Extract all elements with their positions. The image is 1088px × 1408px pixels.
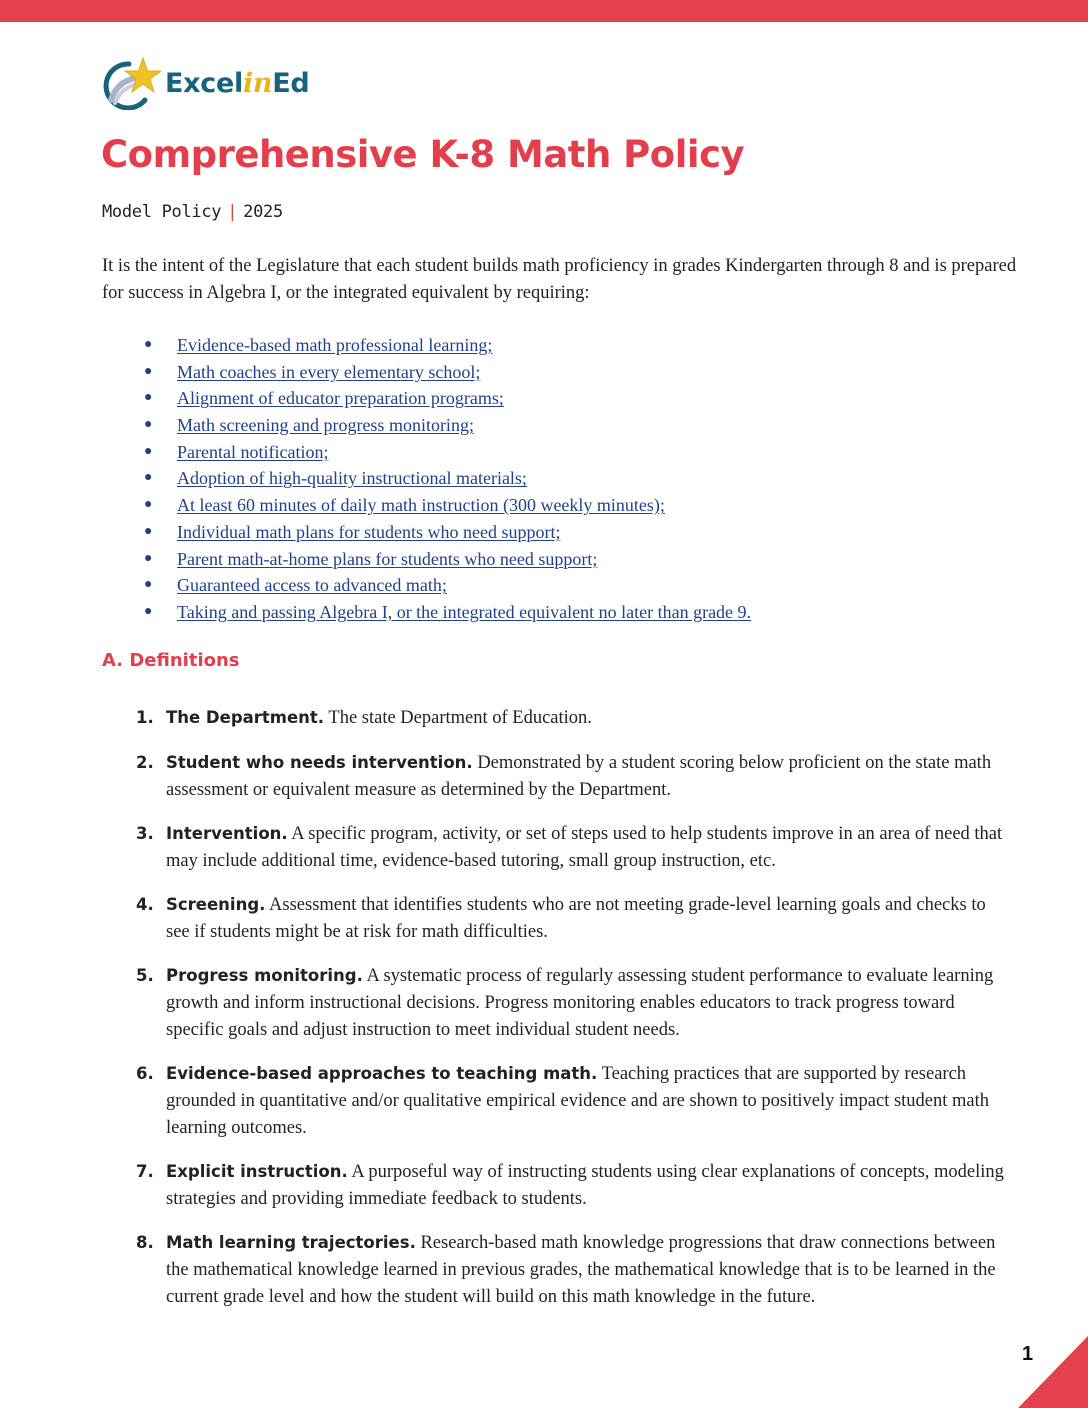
definition-item — [136, 891, 1012, 946]
intro-paragraph: It is the intent of the Legislature that each student builds math proficiency in grades Kindergarten through 8 and is prepared for success in Algebra I, or the integrated equivalent by requiring: — [102, 256, 1017, 303]
requirement-link[interactable]: Parent math-at-home plans for students who need support; — [177, 548, 598, 569]
requirement-link[interactable]: Math screening and progress monitoring; — [177, 415, 474, 436]
requirement-link[interactable]: Adoption of high-quality instructional materials; — [177, 468, 527, 489]
list-item — [142, 439, 751, 466]
definition-text: Research-based math knowledge progressions that draw connections between the mathematical knowledge learned in previous grades, the mathematical knowledge that is to be learned in the current grade level and how the student will build on this math knowledge in the future. — [166, 1233, 996, 1307]
definition-text: The state Department of Education. — [328, 708, 592, 728]
list-item — [142, 492, 751, 519]
excelined-logo — [99, 56, 309, 110]
separator: | — [227, 202, 238, 222]
definition-text: A specific program, activity, or set of steps used to help students improve in an area of need that may include additional time, evidence-based tutoring, small group instruction, etc. — [166, 824, 1003, 871]
definition-item — [136, 1229, 1012, 1311]
requirement-link[interactable]: Math coaches in every elementary school; — [177, 361, 481, 382]
page-number: 1 — [1022, 1343, 1034, 1365]
policy-year: 2025 — [243, 202, 283, 222]
top-accent-bar — [0, 0, 1088, 22]
subtitle — [102, 202, 283, 222]
definition-term: Intervention. — [166, 824, 288, 843]
definition-term: Math learning trajectories. — [166, 1233, 416, 1252]
definition-term: Explicit instruction. — [166, 1162, 348, 1181]
bullet-icon: ● — [144, 417, 153, 433]
definition-number: 6. — [136, 1064, 154, 1083]
list-item — [142, 599, 751, 626]
definition-number: 3. — [136, 824, 154, 843]
definition-text: A purposeful way of instructing students using clear explanations of concepts, modeling strategies and providing immediate feedback to students. — [166, 1162, 1004, 1209]
bullet-icon: ● — [144, 443, 153, 459]
definition-item — [136, 704, 1012, 732]
definition-text: Assessment that identifies students who are not meeting grade-level learning goals and checks to see if students might be at risk for math difficulties. — [166, 895, 986, 942]
requirement-link[interactable]: Guaranteed access to advanced math; — [177, 575, 447, 596]
requirement-link[interactable]: Alignment of educator preparation programs; — [177, 388, 504, 409]
definition-number: 2. — [136, 753, 154, 772]
page-title: Comprehensive K-8 Math Policy — [101, 133, 745, 176]
requirement-link[interactable]: At least 60 minutes of daily math instruction (300 weekly minutes); — [177, 495, 665, 516]
requirement-link[interactable]: Parental notification; — [177, 441, 329, 462]
shooting-star-icon — [99, 56, 161, 110]
definition-text: A systematic process of regularly assessing student performance to evaluate learning growth and inform instructional decisions. Progress monitoring enables educators to track progress toward specific goals and adjust instruction to meet individual student needs. — [166, 966, 994, 1040]
definition-item — [136, 1060, 1012, 1142]
list-item — [142, 546, 751, 573]
list-item — [142, 385, 751, 412]
requirement-link[interactable]: Evidence-based math professional learning; — [177, 335, 493, 355]
policy-type: Model Policy — [102, 202, 222, 222]
definition-number: 7. — [136, 1162, 154, 1181]
bullet-icon: ● — [144, 603, 153, 619]
definition-number: 8. — [136, 1233, 154, 1252]
definition-item — [136, 962, 1012, 1044]
definition-text: Demonstrated by a student scoring below proficient on the state math assessment or equivalent measure as determined by the Department. — [166, 753, 992, 800]
list-item — [142, 465, 751, 492]
list-item — [142, 359, 751, 386]
section-heading-definitions: A. Definitions — [102, 650, 240, 671]
bullet-icon: ● — [144, 363, 153, 379]
definition-number: 1. — [136, 708, 154, 727]
definition-number: 5. — [136, 966, 154, 985]
definition-item — [136, 749, 1012, 804]
definition-number: 4. — [136, 895, 154, 914]
definition-text: Teaching practices that are supported by research grounded in quantitative and/or qualitative empirical evidence and are shown to positively impact student math learning outcomes. — [166, 1064, 990, 1138]
list-item — [142, 412, 751, 439]
bullet-icon: ● — [144, 577, 153, 593]
definition-term: Evidence-based approaches to teaching math. — [166, 1064, 598, 1083]
requirement-link[interactable]: Individual math plans for students who need support; — [177, 521, 561, 542]
definition-term: The Department. — [166, 708, 325, 727]
requirements-list — [142, 332, 751, 626]
list-item — [142, 519, 751, 546]
definition-term: Student who needs intervention. — [166, 753, 473, 772]
definition-term: Progress monitoring. — [166, 966, 363, 985]
definition-item — [136, 1158, 1012, 1213]
bullet-icon: ● — [144, 550, 153, 566]
bullet-icon: ● — [144, 390, 153, 406]
bullet-icon: ● — [144, 497, 153, 513]
requirement-link[interactable]: Taking and passing Algebra I, or the integrated equivalent no later than grade 9. — [177, 601, 752, 622]
list-item — [142, 572, 751, 599]
definition-item — [136, 820, 1012, 875]
logo-wordmark: ExcelinEd — [165, 67, 310, 99]
definition-term: Screening. — [166, 895, 266, 914]
list-item — [142, 332, 751, 359]
bullet-icon: ● — [144, 470, 153, 486]
bullet-icon: ● — [144, 523, 153, 539]
bullet-icon: ● — [144, 337, 153, 352]
